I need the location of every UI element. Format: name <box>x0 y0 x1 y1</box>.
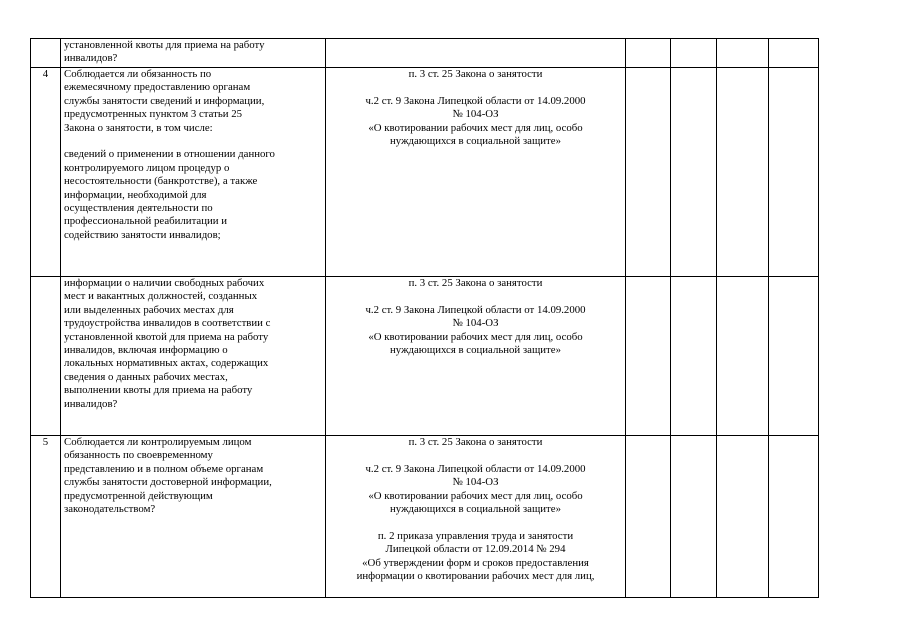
row-number <box>31 277 61 436</box>
question-line: или выделенных рабочих местах для <box>64 303 234 316</box>
row-number <box>31 39 61 68</box>
notes-cell <box>769 436 819 598</box>
question-line: предусмотренных пунктом 3 статьи 25 <box>64 108 243 121</box>
question-line: выполнении квоты для приема на работу <box>64 384 253 397</box>
question-line: установленной квоты для приема на работу <box>64 39 265 51</box>
answer-no-cell <box>671 436 717 598</box>
reference-line: ч.2 ст. 9 Закона Липецкой области от 14.09.2000 <box>365 303 586 316</box>
legal-reference-cell <box>326 68 626 277</box>
reference-line: ч.2 ст. 9 Закона Липецкой области от 14.09.2000 <box>365 462 586 475</box>
question-line: сведения о данных рабочих местах, <box>64 370 228 383</box>
question-line: профессиональной реабилитации и <box>64 215 228 228</box>
reference-line: Липецкой области от 12.09.2014 № 294 <box>385 543 566 556</box>
reference-line: «О квотировании рабочих мест для лиц, особо <box>368 121 583 134</box>
question-line: установленной квотой для приема на работу <box>64 330 269 343</box>
answer-no-cell <box>671 39 717 68</box>
question-line: службы занятости достоверной информации, <box>64 476 272 489</box>
question-line: обязанность по своевременному <box>64 449 213 462</box>
row-number: 5 <box>31 436 61 598</box>
answer-yes-cell <box>626 39 671 68</box>
answer-yes-cell <box>626 436 671 598</box>
not-applicable-cell <box>717 277 769 436</box>
question-line: инвалидов, включая информацию о <box>64 344 228 357</box>
reference-line <box>329 290 622 303</box>
question-cell <box>61 68 326 277</box>
question-line: представлению и в полном объеме органам <box>64 462 264 475</box>
reference-line <box>329 516 622 529</box>
not-applicable-cell <box>717 436 769 598</box>
question-cell <box>61 436 326 598</box>
reference-line: «О квотировании рабочих мест для лиц, особо <box>368 330 583 343</box>
answer-no-cell <box>671 68 717 277</box>
question-line: несостоятельности (банкротстве), а также <box>64 175 258 188</box>
question-line: контролируемого лицом процедур о <box>64 161 230 174</box>
reference-line: нуждающихся в социальной защите» <box>390 344 561 357</box>
question-line: локальных нормативных актах, содержащих <box>64 357 269 370</box>
reference-line: № 104-ОЗ <box>452 476 499 489</box>
reference-line: нуждающихся в социальной защите» <box>390 135 561 148</box>
reference-line <box>329 449 622 462</box>
legal-reference-cell <box>326 436 626 598</box>
reference-line: п. 2 приказа управления труда и занятости <box>377 529 574 542</box>
not-applicable-cell <box>717 68 769 277</box>
reference-line: ч.2 ст. 9 Закона Липецкой области от 14.09.2000 <box>365 94 586 107</box>
reference-line: «О квотировании рабочих мест для лиц, особо <box>368 489 583 502</box>
legal-reference-cell <box>326 277 626 436</box>
table-row <box>31 277 819 436</box>
question-line: трудоустройства инвалидов в соответствии с <box>64 317 271 330</box>
not-applicable-cell <box>717 39 769 68</box>
notes-cell <box>769 68 819 277</box>
question-line: мест и вакантных должностей, созданных <box>64 290 258 303</box>
notes-cell <box>769 277 819 436</box>
question-line: службы занятости сведений и информации, <box>64 94 265 107</box>
question-cell <box>61 39 326 68</box>
table-row <box>31 39 819 68</box>
answer-no-cell <box>671 277 717 436</box>
question-line: Соблюдается ли контролируемым лицом <box>64 436 252 448</box>
reference-line <box>329 81 622 94</box>
question-line: инвалидов? <box>64 52 118 65</box>
question-line: законодательством? <box>64 503 156 516</box>
row-number: 4 <box>31 68 61 277</box>
question-line: осуществления деятельности по <box>64 202 213 215</box>
question-line: сведений о применении в отношении данного <box>64 148 275 161</box>
reference-line: «Об утверждении форм и сроков предоставления <box>362 556 589 569</box>
table-body <box>31 39 819 598</box>
reference-line: № 104-ОЗ <box>452 317 499 330</box>
question-cell <box>61 277 326 436</box>
reference-line: № 104-ОЗ <box>452 108 499 121</box>
table-row <box>31 68 819 277</box>
reference-line: п. 3 ст. 25 Закона о занятости <box>408 436 543 448</box>
question-line: ежемесячному предоставлению органам <box>64 81 251 94</box>
answer-yes-cell <box>626 68 671 277</box>
table-row <box>31 436 819 598</box>
question-line: Закона о занятости, в том числе: <box>64 121 213 134</box>
answer-yes-cell <box>626 277 671 436</box>
reference-line: информации о квотировании рабочих мест для лиц, <box>356 570 595 583</box>
question-line <box>64 135 322 148</box>
question-line: содействию занятости инвалидов; <box>64 228 221 241</box>
reference-line: нуждающихся в социальной защите» <box>390 503 561 516</box>
question-line: информации о наличии свободных рабочих <box>64 277 265 289</box>
question-line: инвалидов? <box>64 397 118 410</box>
question-line: предусмотренной действующим <box>64 489 213 502</box>
reference-line: п. 3 ст. 25 Закона о занятости <box>408 277 543 289</box>
checklist-table <box>30 38 819 598</box>
question-line: Соблюдается ли обязанность по <box>64 68 212 80</box>
legal-reference-cell <box>326 39 626 68</box>
notes-cell <box>769 39 819 68</box>
reference-line: п. 3 ст. 25 Закона о занятости <box>408 68 543 80</box>
question-line: информации, необходимой для <box>64 188 207 201</box>
